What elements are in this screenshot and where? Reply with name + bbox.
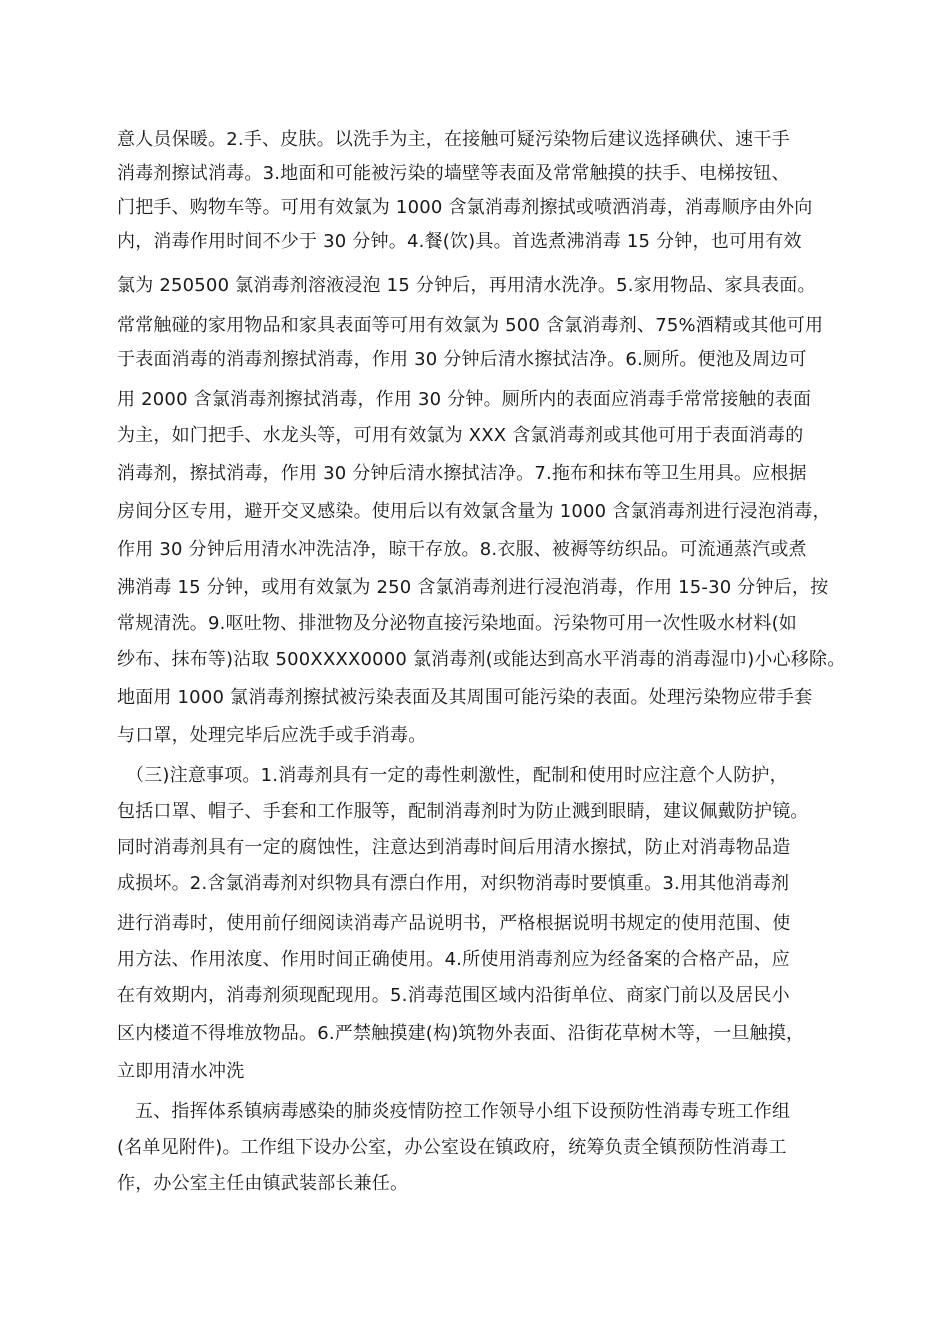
text-line: 常常触碰的家用物品和家具表面等可用有效氯为 500 含氯消毒剂、75%酒精或其他可用 [117,315,824,336]
text-line: 意人员保暖。2.手、皮肤。以洗手为主，在接触可疑污染物后建议选择碘伏、速干手 [117,129,790,150]
text-line: 作用 30 分钟后用清水冲洗洁净，晾干存放。8.衣服、被褥等纺织品。可流通蒸汽或煮 [117,539,807,560]
text-line: 成损坏。2.含氯消毒剂对织物具有漂白作用，对织物消毒时要慎重。3.用其他消毒剂 [117,873,790,894]
text-line: 区内楼道不得堆放物品。6.严禁触摸建(构)筑物外表面、沿街花草树木等，一旦触摸， [117,1023,805,1044]
text-line: 于表面消毒的消毒剂擦拭消毒，作用 30 分钟后清水擦拭洁净。6.厕所。便池及周边可 [117,349,807,370]
text-line: (名单见附件)。工作组下设办公室，办公室设在镇政府，统筹负责全镇预防性消毒工 [117,1137,787,1158]
text-line: 纱布、抹布等)沾取 500XXXX0000 氯消毒剂(或能达到高水平消毒的消毒湿巾)小心移除。 [117,649,846,670]
text-line: 用 2000 含氯消毒剂擦拭消毒，作用 30 分钟。厕所内的表面应消毒手常常接触的表面 [117,389,812,410]
text-line: 用方法、作用浓度、作用时间正确使用。4.所使用消毒剂应为经备案的合格产品，应 [117,949,790,970]
text-line: 氯为 250500 氯消毒剂溶液浸泡 15 分钟后，再用清水洗净。5.家用物品、家具表面。 [117,275,816,296]
text-line: 立即用清水冲洗 [117,1061,245,1082]
text-line: 包括口罩、帽子、手套和工作服等，配制消毒剂时为防止溅到眼睛，建议佩戴防护镜。 [117,801,809,822]
section-heading-line: 五、指挥体系镇病毒感染的肺炎疫情防控工作领导小组下设预防性消毒专班工作组 [135,1101,791,1122]
text-line: 作，办公室主任由镇武装部长兼任。 [117,1173,409,1194]
text-line: 消毒剂擦试消毒。3.地面和可能被污染的墙壁等表面及常常触摸的扶手、电梯按钮、 [117,163,790,184]
text-line: 房间分区专用，避开交叉感染。使用后以有效氯含量为 1000 含氯消毒剂进行浸泡消毒， [117,501,831,522]
text-line: 地面用 1000 氯消毒剂擦拭被污染表面及其周围可能污染的表面。处理污染物应带手套 [117,687,813,708]
text-line: 常规清洗。9.呕吐物、排泄物及分泌物直接污染地面。污染物可用一次性吸水材料(如 [117,613,797,634]
text-line: 沸消毒 15 分钟，或用有效氯为 250 含氯消毒剂进行浸泡消毒，作用 15-30 分钟后，按 [117,577,829,598]
text-line: 为主，如门把手、水龙头等，可用有效氯为 XXX 含氯消毒剂或其他可用于表面消毒的 [117,425,804,446]
text-line: 同时消毒剂具有一定的腐蚀性，注意达到消毒时间后用清水擦拭，防止对消毒物品造 [117,837,791,858]
text-line: 与口罩，处理完毕后应洗手或手消毒。 [117,725,427,746]
text-line: 内，消毒作用时间不少于 30 分钟。4.餐(饮)具。首选煮沸消毒 15 分钟，也可用有效 [117,231,802,252]
text-line: 进行消毒时，使用前仔细阅读消毒产品说明书，严格根据说明书规定的使用范围、使 [117,913,791,934]
section-heading-line: （三)注意事项。1.消毒剂具有一定的毒性刺激性，配制和使用时应注意个人防护， [126,765,788,786]
text-line: 门把手、购物车等。可用有效氯为 1000 含氯消毒剂擦拭或喷洒消毒，消毒顺序由外向 [117,197,813,218]
text-line: 消毒剂，擦拭消毒，作用 30 分钟后清水擦拭洁净。7.拖布和抹布等卫生用具。应根据 [117,463,807,484]
text-line: 在有效期内，消毒剂须现配现用。5.消毒范围区域内沿街单位、商家门前以及居民小 [117,985,790,1006]
